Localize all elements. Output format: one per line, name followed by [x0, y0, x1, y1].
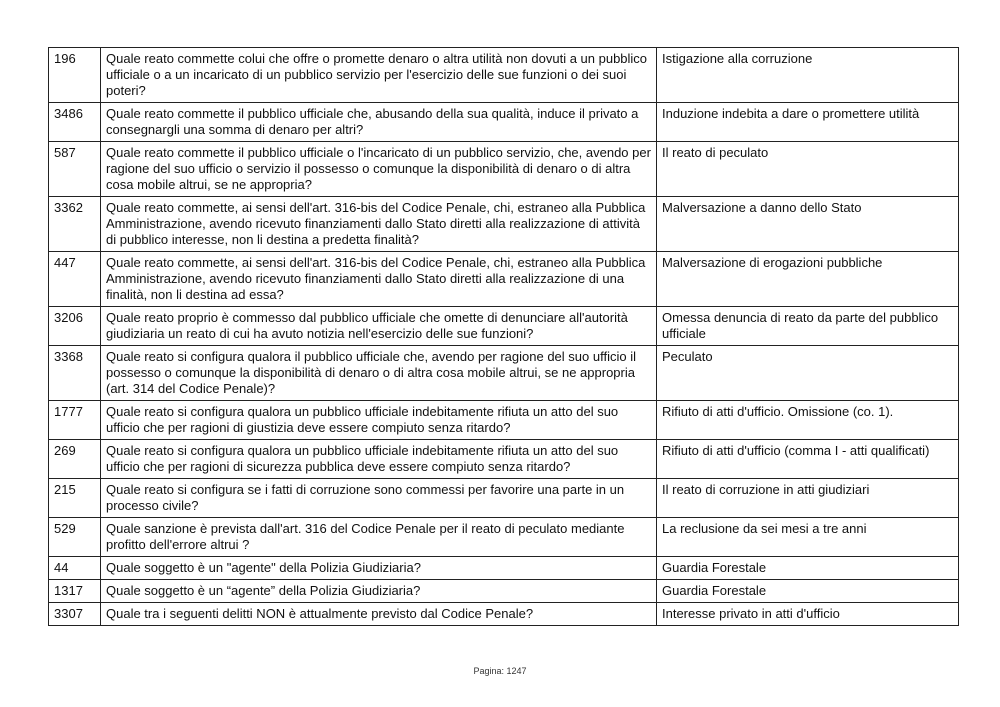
answer-text: Rifiuto di atti d'ufficio (comma I - atti qualificati): [657, 440, 959, 479]
question-text: Quale soggetto è un “agente” della Polizia Giudiziaria?: [101, 580, 657, 603]
page-number: Pagina: 1247: [473, 666, 527, 676]
table-row: [49, 440, 959, 479]
question-id: 587: [49, 142, 101, 197]
answer-text: La reclusione da sei mesi a tre anni: [657, 518, 959, 557]
question-id: 215: [49, 479, 101, 518]
answer-text: Guardia Forestale: [657, 580, 959, 603]
answer-text: Interesse privato in atti d'ufficio: [657, 603, 959, 626]
table-row: [49, 142, 959, 197]
question-id: 3307: [49, 603, 101, 626]
question-id: 196: [49, 48, 101, 103]
question-text: Quale tra i seguenti delitti NON è attualmente previsto dal Codice Penale?: [101, 603, 657, 626]
question-id: 529: [49, 518, 101, 557]
question-text: Quale reato commette il pubblico ufficiale o l'incaricato di un pubblico servizio, che, avendo per ragione del suo ufficio o servizio il possesso o comunque la disponibilità di denaro o di altra cosa mobile altrui, se ne appropria?: [101, 142, 657, 197]
answer-text: Malversazione a danno dello Stato: [657, 197, 959, 252]
answer-text: Omessa denuncia di reato da parte del pubblico ufficiale: [657, 307, 959, 346]
table-row: [49, 103, 959, 142]
question-id: 3206: [49, 307, 101, 346]
table-row: [49, 307, 959, 346]
question-id: 447: [49, 252, 101, 307]
answer-text: Guardia Forestale: [657, 557, 959, 580]
question-text: Quale soggetto è un "agente" della Polizia Giudiziaria?: [101, 557, 657, 580]
question-text: Quale reato commette, ai sensi dell'art. 316-bis del Codice Penale, chi, estraneo alla Pubblica Amministrazione, avendo ricevuto finanziamenti dallo Stato diretti alla realizzazione di una finalità, non li destina ad essa?: [101, 252, 657, 307]
question-text: Quale reato si configura qualora un pubblico ufficiale indebitamente rifiuta un atto del suo ufficio che per ragioni di giustizia deve essere compiuto senza ritardo?: [101, 401, 657, 440]
question-text: Quale sanzione è prevista dall'art. 316 del Codice Penale per il reato di peculato mediante profitto dell'errore altrui ?: [101, 518, 657, 557]
questions-table: [48, 47, 959, 626]
question-id: 3368: [49, 346, 101, 401]
answer-text: Rifiuto di atti d'ufficio. Omissione (co. 1).: [657, 401, 959, 440]
question-id: 269: [49, 440, 101, 479]
answer-text: Malversazione di erogazioni pubbliche: [657, 252, 959, 307]
question-text: Quale reato commette colui che offre o promette denaro o altra utilità non dovuti a un pubblico ufficiale o a un incaricato di un pubblico servizio per l'esercizio delle sue funzioni o dei suoi poteri?: [101, 48, 657, 103]
table-row: [49, 48, 959, 103]
question-text: Quale reato commette il pubblico ufficiale che, abusando della sua qualità, induce il privato a consegnargli una somma di denaro per altri?: [101, 103, 657, 142]
answer-text: Istigazione alla corruzione: [657, 48, 959, 103]
table-row: [49, 401, 959, 440]
question-id: 3486: [49, 103, 101, 142]
table-row: [49, 603, 959, 626]
table-row: [49, 479, 959, 518]
question-text: Quale reato proprio è commesso dal pubblico ufficiale che omette di denunciare all'autorità giudiziaria un reato di cui ha avuto notizia nell'esercizio delle sue funzioni?: [101, 307, 657, 346]
question-id: 44: [49, 557, 101, 580]
question-text: Quale reato si configura se i fatti di corruzione sono commessi per favorire una parte in un processo civile?: [101, 479, 657, 518]
table-row: [49, 346, 959, 401]
questions-table-body: [49, 48, 959, 626]
question-text: Quale reato si configura qualora il pubblico ufficiale che, avendo per ragione del suo ufficio il possesso o comunque la disponibilità di denaro o di altra cosa mobile altrui, se ne appropria (art. 314 del Codice Penale)?: [101, 346, 657, 401]
answer-text: Induzione indebita a dare o promettere utilità: [657, 103, 959, 142]
question-id: 1317: [49, 580, 101, 603]
table-row: [49, 580, 959, 603]
table-row: [49, 197, 959, 252]
question-text: Quale reato si configura qualora un pubblico ufficiale indebitamente rifiuta un atto del suo ufficio che per ragioni di sicurezza pubblica deve essere compiuto senza ritardo?: [101, 440, 657, 479]
question-id: 1777: [49, 401, 101, 440]
question-id: 3362: [49, 197, 101, 252]
question-text: Quale reato commette, ai sensi dell'art. 316-bis del Codice Penale, chi, estraneo alla Pubblica Amministrazione, avendo ricevuto finanziamenti dallo Stato diretti alla realizzazione di attività di pubblico interesse, non li destina a predetta finalità?: [101, 197, 657, 252]
answer-text: Il reato di corruzione in atti giudiziari: [657, 479, 959, 518]
table-row: [49, 252, 959, 307]
table-row: [49, 557, 959, 580]
table-row: [49, 518, 959, 557]
answer-text: Peculato: [657, 346, 959, 401]
answer-text: Il reato di peculato: [657, 142, 959, 197]
